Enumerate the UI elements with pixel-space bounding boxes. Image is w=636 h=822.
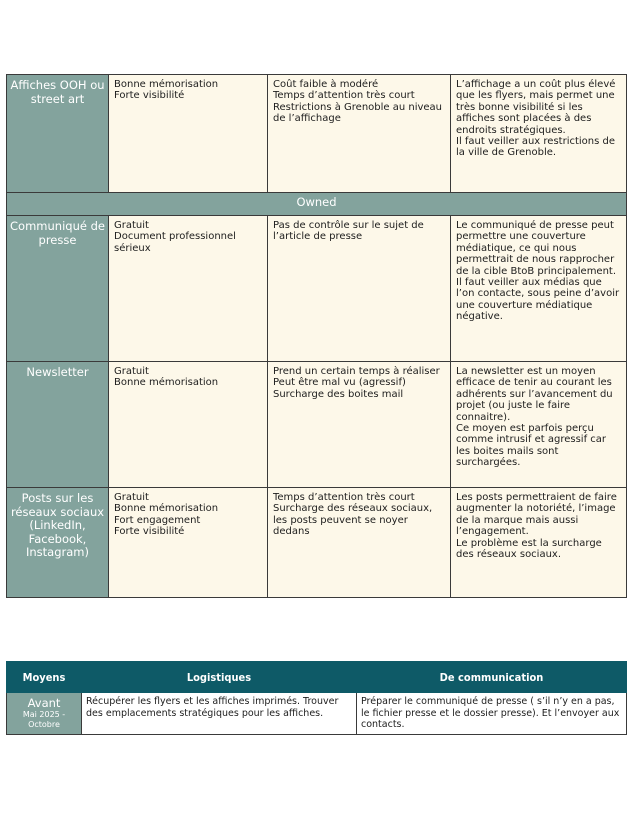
advantages-line: Bonne mémorisation [114, 377, 219, 389]
comment-line: Il faut veiller aux médias que l’on contacte, sous peine d’avoir une couverture médiatique négative. [456, 277, 620, 323]
advantages-line: Bonne mémorisation [114, 79, 219, 90]
disadvantages-line: Peut être mal vu (agressif) [273, 377, 406, 389]
planning-header-row [7, 662, 627, 693]
col-header-moyens: Moyens [7, 662, 82, 693]
comment-cell [451, 362, 627, 488]
advantages-cell [109, 75, 268, 193]
advantages-cell [109, 488, 268, 598]
comment-cell [451, 216, 627, 362]
advantages-line: Document professionnel sérieux [114, 231, 236, 254]
means-row [7, 75, 627, 193]
disadvantages-cell [268, 362, 451, 488]
disadvantages-line: Surcharge des réseaux sociaux, les posts peuvent se noyer dedans [273, 503, 433, 538]
comment-line: Les posts permettraient de faire augmenter la notoriété, l’image de la marque mais aussi l’engagement. [456, 492, 617, 538]
phase-period-start: Mai 2025 - [22, 709, 66, 719]
row-header-avant [7, 693, 82, 735]
disadvantages-line: Pas de contrôle sur le sujet de l’article de presse [273, 220, 424, 243]
disadvantages-cell [268, 216, 451, 362]
logistics-cell: Récupérer les flyers et les affiches imprimés. Trouver des emplacements stratégiques pour les affiches. [82, 693, 357, 735]
col-header-communication: De communication [357, 662, 627, 693]
comment-cell [451, 488, 627, 598]
phase-label: Avant [27, 695, 61, 710]
means-row [7, 488, 627, 598]
comment-line: L’affichage a un coût plus élevé que les flyers, mais permet une très bonne visibilité si les affiches sont placées à des endroits stratégiques. [456, 79, 616, 136]
disadvantages-line: Coût faible à modéré [273, 79, 379, 90]
means-comparison-table [6, 74, 627, 598]
means-row [7, 362, 627, 488]
advantages-cell [109, 362, 268, 488]
comment-line: Le communiqué de presse peut permettre une couverture médiatique, ce qui nous permettrait de nous rapprocher de la cible BtoB principalement. [456, 220, 617, 277]
disadvantages-line: Restrictions à Grenoble au niveau de l’affichage [273, 101, 443, 125]
advantages-line: Bonne mémorisation [114, 503, 219, 515]
advantages-line: Gratuit [114, 492, 149, 503]
comment-line: Il faut veiller aux restrictions de la ville de Grenoble. [456, 136, 616, 159]
disadvantages-cell [268, 488, 451, 598]
communication-cell: Préparer le communiqué de presse ( s’il n’y en a pas, le fichier presse et le dossier presse). Et l’envoyer aux contacts. [357, 693, 627, 735]
comment-line: Ce moyen est parfois perçu comme intrusif et agressif car les boites mails sont surchargées. [456, 423, 607, 469]
advantages-line: Gratuit [114, 220, 149, 231]
disadvantages-line: Surcharge des boites mail [273, 388, 404, 400]
advantages-line: Forte visibilité [114, 90, 185, 102]
disadvantages-line: Temps d’attention très court [273, 90, 415, 102]
disadvantages-cell [268, 75, 451, 193]
row-header: Communiqué de presse [7, 216, 109, 362]
disadvantages-line: Temps d’attention très court [273, 492, 415, 503]
advantages-line: Fort engagement [114, 514, 201, 526]
planning-table [6, 661, 627, 735]
advantages-line: Gratuit [114, 366, 149, 377]
planning-row-avant [7, 693, 627, 735]
comment-line: Le problème est la surcharge des réseaux sociaux. [456, 537, 602, 561]
disadvantages-line: Prend un certain temps à réaliser [273, 366, 440, 377]
row-header: Posts sur les réseaux sociaux (LinkedIn, Facebook, Instagram) [7, 488, 109, 598]
comment-line: La newsletter est un moyen efficace de tenir au courant les adhérents sur l’avancement du projet (ou juste le faire connaitre). [456, 366, 613, 423]
section-row [7, 193, 627, 216]
advantages-line: Forte visibilité [114, 526, 185, 538]
col-header-logistiques: Logistiques [82, 662, 357, 693]
comment-cell [451, 75, 627, 193]
means-row [7, 216, 627, 362]
advantages-cell [109, 216, 268, 362]
section-label: Owned [7, 193, 627, 216]
row-header: Newsletter [7, 362, 109, 488]
phase-period-end: Octobre [28, 719, 60, 729]
row-header: Affiches OOH ou street art [7, 75, 109, 193]
